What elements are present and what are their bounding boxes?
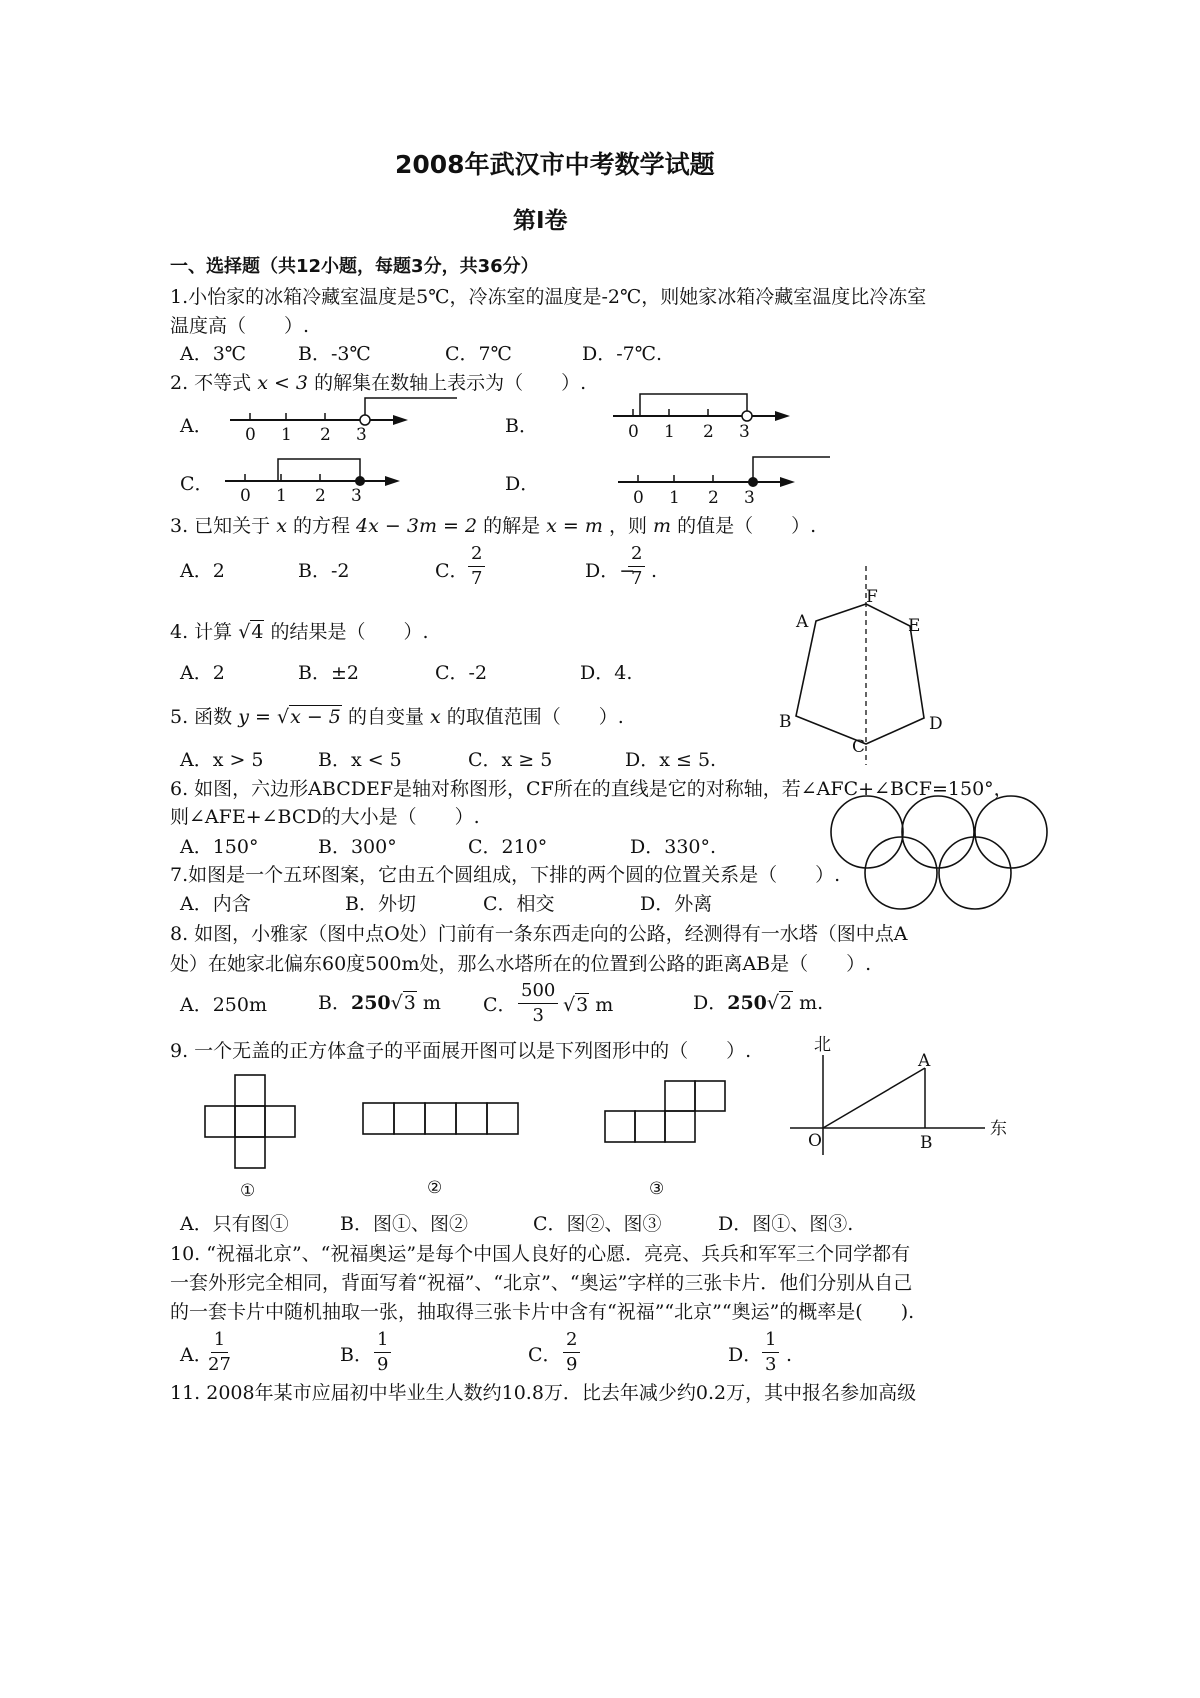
q5-var: x [430, 706, 441, 728]
q1-line1: 1.小怡家的冰箱冷藏室温度是5℃，冷冻室的温度是-2℃，则她家冰箱冷藏室温度比冷冻室 [170, 286, 927, 308]
tick-label-1: 1 [669, 488, 680, 508]
numerator: 1 [374, 1331, 391, 1353]
coefficient: 250 [350, 992, 391, 1014]
q3-solution: x = m [546, 515, 603, 537]
q5-option-d: D．x ≤ 5. [625, 749, 717, 771]
denominator: 3 [765, 1354, 777, 1375]
q6-option-d: D．330°. [630, 836, 717, 858]
q9-option-c: C．图②、图③ [533, 1213, 662, 1235]
q4-pre: 4. 计算 [170, 621, 233, 643]
q6-line1: 6. 如图，六边形ABCDEF是轴对称图形，CF所在的直线是它的对称轴，若∠AFC+∠BCF=150°， [170, 778, 1013, 800]
tick-label-0: 0 [628, 422, 639, 442]
point-label-o: O [808, 1131, 822, 1151]
q2-inequality: x < 3 [257, 372, 309, 394]
q10-line1: 10. “祝福北京”、“祝福奥运”是每个中国人良好的心愿．亮亮、兵兵和军军三个同学都有 [170, 1243, 911, 1265]
figure-label-1: ① [240, 1181, 256, 1201]
q3-mid3: ，则 [608, 515, 647, 537]
numerator: 2 [563, 1331, 580, 1353]
tick-label-2: 2 [315, 486, 326, 506]
tick-label-1: 1 [276, 486, 287, 506]
vertex-label-f: F [866, 587, 878, 607]
q5-mid: 的自变量 [347, 706, 424, 728]
q10-option-d-end: . [786, 1344, 793, 1366]
sqrt-sign: √ [238, 621, 251, 643]
q6-option-c: C．210° [468, 836, 548, 858]
q10-option-c-label: C． [528, 1344, 562, 1366]
q4-option-c: C．-2 [435, 662, 488, 684]
vertex-label-e: E [908, 616, 921, 636]
q3-var-m: m [653, 515, 672, 537]
vertex-label-c: C [852, 737, 866, 757]
numerator: 2 [628, 545, 645, 567]
q6-option-b: B．300° [318, 836, 397, 858]
radicand: 3 [576, 994, 589, 1016]
numerator: 500 [518, 982, 558, 1004]
section-heading: 一、选择题（共12小题，每题3分，共36分） [170, 256, 539, 277]
q9-line1: 9. 一个无盖的正方体盒子的平面展开图可以是下列图形中的（ ）. [170, 1040, 752, 1062]
tick-label-2: 2 [703, 422, 714, 442]
q2-label-c: C． [180, 473, 214, 495]
numerator: 1 [211, 1331, 228, 1353]
tick-label-2: 2 [320, 425, 331, 445]
q10-option-d-label: D． [728, 1344, 763, 1366]
unit: m [422, 992, 441, 1014]
q3-option-c-label: C． [435, 560, 469, 582]
unit: m. [799, 992, 824, 1014]
option-label: D． [693, 992, 728, 1014]
q9-option-b: B．图①、图② [340, 1213, 468, 1235]
numerator: 2 [468, 545, 485, 567]
radicand: 3 [403, 992, 416, 1014]
sqrt-sign: √ [390, 992, 403, 1014]
q3-pre: 3. 已知关于 [170, 515, 271, 537]
q2-pre: 2. 不等式 [170, 372, 252, 394]
q10-option-d-fraction [762, 1331, 779, 1374]
volume-title: 第Ⅰ卷 [513, 208, 568, 234]
q7-option-b: B．外切 [345, 893, 416, 915]
tick-label-2: 2 [708, 488, 719, 508]
q10-option-b-fraction [374, 1331, 391, 1374]
figure-label-2: ② [427, 1178, 443, 1198]
q3-equation: 4x − 3m = 2 [356, 515, 478, 537]
option-label: B． [318, 992, 351, 1014]
q6-option-a: A．150° [180, 836, 259, 858]
numerator: 1 [762, 1331, 779, 1353]
q5-lhs: y = [238, 706, 271, 728]
denominator: 7 [631, 568, 643, 589]
q1-line2: 温度高（ ）. [170, 315, 310, 337]
q3-var-x: x [276, 515, 287, 537]
vertex-label-d: D [929, 714, 943, 734]
point-label-b: B [920, 1133, 933, 1153]
q1-option-a: A．3℃ [180, 343, 247, 365]
q3-option-d-end: . [651, 560, 658, 582]
q5-option-c: C．x ≥ 5 [468, 749, 553, 771]
denominator: 9 [566, 1354, 578, 1375]
tick-label-1: 1 [281, 425, 292, 445]
q11-line1: 11. 2008年某市应届初中毕业生人数约10.8万．比去年减少约0.2万，其中报名参加高级 [170, 1382, 917, 1404]
q10-option-a-fraction [208, 1331, 231, 1374]
q4-radicand: 4 [251, 621, 264, 643]
sqrt-sign: √ [766, 992, 780, 1014]
q10-option-a-label: A． [180, 1344, 213, 1366]
q8-option-c-label: C． [483, 994, 517, 1016]
tick-label-1: 1 [664, 422, 675, 442]
sqrt-sign: √ [563, 994, 576, 1016]
q1-option-b: B．-3℃ [298, 343, 371, 365]
tick-label-3: 3 [356, 425, 367, 445]
vertex-label-a: A [796, 612, 809, 632]
q3-mid1: 的方程 [292, 515, 350, 537]
q7-line1: 7.如图是一个五环图案，它由五个圆组成，下排的两个圆的位置关系是（ ）. [170, 864, 841, 886]
north-label: 北 [814, 1035, 831, 1055]
q5-pre: 5. 函数 [170, 706, 233, 728]
q3-option-d-label: D．− [585, 560, 636, 582]
q2-label-a: A． [180, 415, 213, 437]
q10-line2: 一套外形完全相同，背面写着“祝福”、“北京”、“奥运”字样的三张卡片．他们分别从自己 [170, 1272, 913, 1294]
q9-option-d: D．图①、图③. [718, 1213, 854, 1235]
q4-post: 的结果是（ ）. [270, 621, 429, 643]
q4-option-d: D．4. [580, 662, 633, 684]
q2-label-b: B． [505, 415, 538, 437]
sqrt-sign: √ [276, 706, 290, 728]
tick-label-0: 0 [245, 425, 256, 445]
coefficient: 250 [727, 992, 767, 1014]
q4-option-b: B．±2 [298, 662, 359, 684]
tick-label-3: 3 [739, 422, 750, 442]
q2-post: 的解集在数轴上表示为（ ）. [314, 372, 587, 394]
tick-label-3: 3 [351, 486, 362, 506]
denominator: 27 [208, 1354, 231, 1375]
q4-option-a: A．2 [180, 662, 225, 684]
tick-label-0: 0 [633, 488, 644, 508]
q1-option-c: C．7℃ [445, 343, 512, 365]
q5-option-a: A．x > 5 [180, 749, 264, 771]
q7-option-a: A．内含 [180, 893, 251, 915]
vertex-label-b: B [779, 712, 792, 732]
q8-line2: 处）在她家北偏东60度500m处，那么水塔所在的位置到公路的距离AB是（ ）. [170, 953, 872, 975]
q3-post: 的值是（ ）. [677, 515, 817, 537]
denominator: 7 [471, 568, 483, 589]
q3-mid2: 的解是 [483, 515, 541, 537]
q10-option-b-label: B． [340, 1344, 373, 1366]
exam-title: 2008年武汉市中考数学试题 [395, 150, 715, 179]
q10-option-c-fraction [563, 1331, 580, 1374]
q9-option-a: A．只有图① [180, 1213, 289, 1235]
figure-label-3: ③ [649, 1179, 665, 1199]
unit: m [595, 994, 614, 1016]
point-label-a: A [918, 1051, 931, 1071]
radicand: 2 [780, 992, 793, 1014]
east-label: 东 [990, 1119, 1007, 1139]
q7-option-c: C．相交 [483, 893, 555, 915]
q3-option-a: A．2 [180, 560, 225, 582]
q5-post: 的取值范围（ ）. [446, 706, 624, 728]
q1-option-d: D．-7℃. [582, 343, 663, 365]
q8-option-a: A．250m [180, 994, 268, 1016]
q5-option-b: B．x < 5 [318, 749, 402, 771]
q7-option-d: D．外离 [640, 893, 713, 915]
denominator: 9 [377, 1354, 389, 1375]
tick-label-0: 0 [240, 486, 251, 506]
q10-line3: 的一套卡片中随机抽取一张，抽取得三张卡片中含有“祝福”“北京”“奥运”的概率是( ). [170, 1301, 915, 1323]
tick-label-3: 3 [744, 488, 755, 508]
denominator: 3 [532, 1005, 544, 1026]
q8-line1: 8. 如图，小雅家（图中点O处）门前有一条东西走向的公路，经测得有一水塔（图中点A [170, 923, 908, 945]
q2-label-d: D． [505, 473, 540, 495]
q6-line2: 则∠AFE+∠BCD的大小是（ ）. [170, 806, 480, 828]
q3-option-b: B．-2 [298, 560, 350, 582]
q5-radicand: x − 5 [290, 706, 341, 728]
